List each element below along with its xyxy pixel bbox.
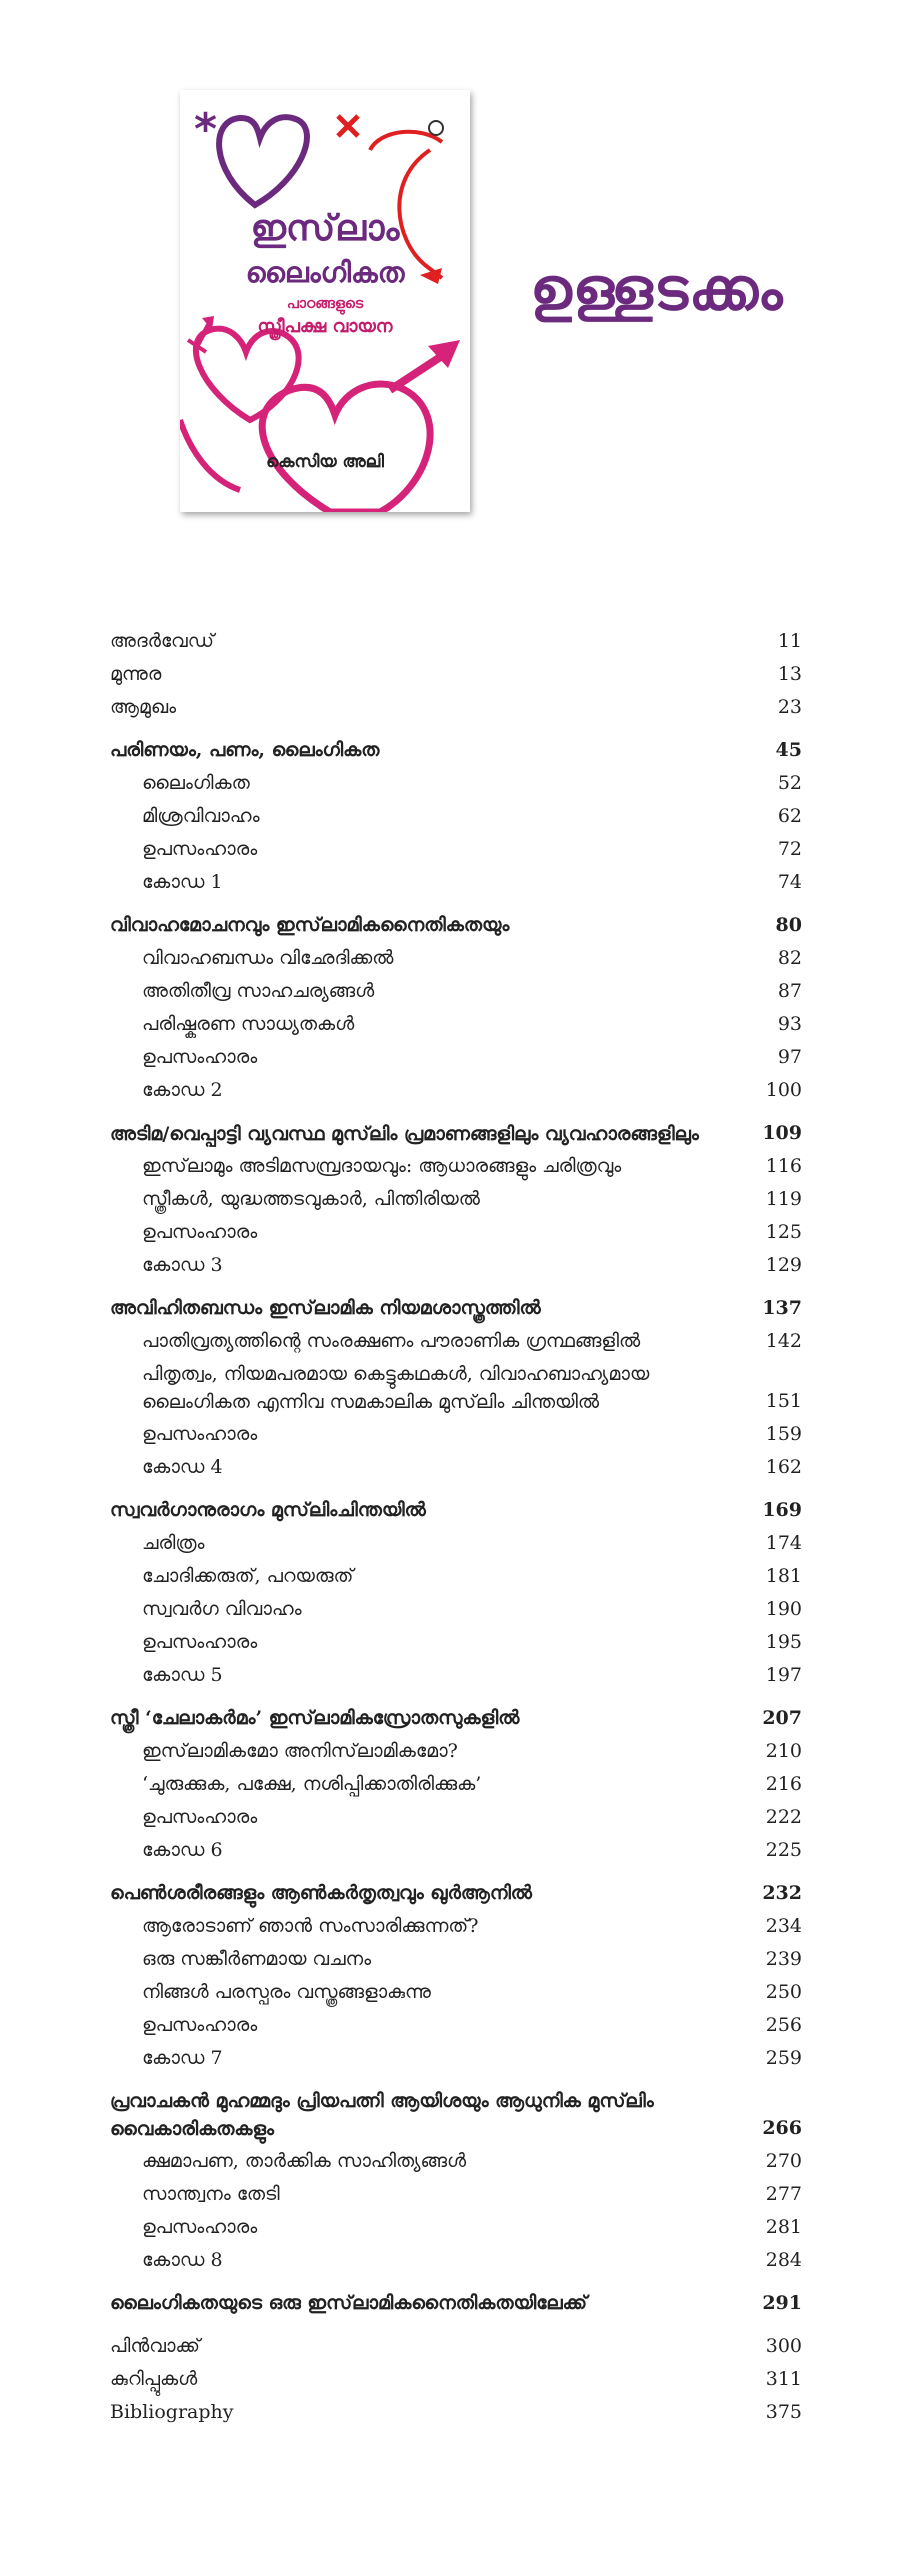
chapter-item[interactable] bbox=[110, 1117, 802, 1150]
svg-text:*: * bbox=[194, 104, 218, 155]
section-item-page-number: 119 bbox=[765, 1188, 802, 1210]
section-item-page-number: 190 bbox=[765, 1598, 802, 1620]
section-item-label: കോഡ 4 bbox=[142, 1456, 223, 1478]
section-item-label: കോഡ 2 bbox=[142, 1079, 223, 1101]
section-item-page-number: 234 bbox=[765, 1915, 802, 1937]
section-item[interactable] bbox=[110, 975, 802, 1008]
section-item[interactable] bbox=[110, 1074, 802, 1107]
section-item[interactable] bbox=[110, 1910, 802, 1943]
section-item-label: ഉപസംഹാരം bbox=[142, 1046, 258, 1068]
section-item-label: ഉപസംഹാരം bbox=[142, 2014, 258, 2036]
chapter-item[interactable] bbox=[110, 1292, 802, 1325]
chapter-item-label: ലൈംഗികതയുടെ ഒരു ഇസ്‌ലാമികനൈതികതയിലേക്ക് bbox=[110, 2292, 588, 2314]
section-item-label: ഇസ്‌ലാമും അടിമസമ്പ്രദായവും: ആധാരങ്ങളും ചരിത്രവും bbox=[142, 1155, 622, 1177]
cover-subtitle-line1: പാഠങ്ങളുടെ bbox=[286, 296, 364, 312]
section-item-page-number: 195 bbox=[765, 1631, 802, 1653]
chapter-item-page-number: 266 bbox=[762, 2117, 802, 2139]
section-item[interactable] bbox=[110, 2145, 802, 2178]
chapter-list bbox=[110, 734, 802, 2330]
section-item[interactable] bbox=[110, 833, 802, 866]
section-item[interactable] bbox=[110, 1216, 802, 1249]
section-item-page-number: 256 bbox=[765, 2014, 802, 2036]
section-item-page-number: 281 bbox=[765, 2216, 802, 2238]
section-item-page-number: 181 bbox=[765, 1565, 802, 1587]
back-item-label: പിൻവാക്ക് bbox=[110, 2335, 200, 2357]
section-item[interactable] bbox=[110, 800, 802, 833]
section-item[interactable] bbox=[110, 1768, 802, 1801]
section-item-page-number: 197 bbox=[765, 1664, 802, 1686]
section-item-page-number: 125 bbox=[765, 1221, 802, 1243]
section-item-label: കോഡ 5 bbox=[142, 1664, 223, 1686]
section-item-label: പിതൃത്വം, നിയമപരമായ കെട്ടുകഥകൾ, വിവാഹബാഹ്യമായ ലൈംഗികത എന്നിവ സമകാലിക മുസ്‌ലിം ചിന്തയിൽ bbox=[142, 1363, 650, 1413]
front-item-page-number: 13 bbox=[777, 663, 802, 685]
chapter-item-label: പ്രവാചകൻ മുഹമ്മദും പ്രിയപത്നി ആയിശയും ആധുനിക മുസ്‌ലിം വൈകാരികതകളും bbox=[110, 2090, 654, 2140]
section-item-page-number: 210 bbox=[765, 1740, 802, 1762]
section-item[interactable] bbox=[110, 1735, 802, 1768]
chapter-item[interactable] bbox=[110, 1494, 802, 1527]
front-item-label: മുന്നുര bbox=[110, 663, 162, 685]
cover-subtitle-line2: സ്ത്രീപക്ഷ വായന bbox=[257, 316, 393, 337]
front-item-label: അദർവേഡ് bbox=[110, 630, 214, 652]
back-item-label: കുറിപ്പുകൾ bbox=[110, 2368, 198, 2390]
section-item-label: ലൈംഗികത bbox=[142, 772, 250, 794]
section-item-label: സാന്ത്വനം തേടി bbox=[142, 2183, 280, 2205]
section-item-label: പാതിവ്രത്യത്തിന്റെ സംരക്ഷണം പൗരാണിക ഗ്രന്ഥങ്ങളിൽ bbox=[142, 1330, 641, 1352]
chapter-item-label: അടിമ/വെപ്പാട്ടി വ്യവസ്ഥ മുസ്‌ലിം പ്രമാണങ്ങളിലും വ്യവഹാരങ്ങളിലും bbox=[110, 1123, 699, 1145]
section-item-page-number: 97 bbox=[777, 1046, 802, 1068]
chapter-item[interactable] bbox=[110, 2085, 802, 2145]
chapter-item-page-number: 291 bbox=[762, 2292, 802, 2314]
section-item-page-number: 174 bbox=[765, 1532, 802, 1554]
section-item[interactable] bbox=[110, 1560, 802, 1593]
chapter-item-page-number: 207 bbox=[762, 1707, 802, 1729]
section-item-label: ആരോടാണ് ഞാൻ സംസാരിക്കുന്നത്? bbox=[142, 1915, 479, 1937]
section-item[interactable] bbox=[110, 1527, 802, 1560]
section-item-page-number: 142 bbox=[765, 1330, 802, 1352]
section-item[interactable] bbox=[110, 1976, 802, 2009]
section-item-label: വിവാഹബന്ധം വിഛേദിക്കൽ bbox=[142, 947, 394, 969]
section-item-label: ക്ഷമാപണ, താർക്കിക സാഹിത്യങ്ങൾ bbox=[142, 2150, 467, 2172]
section-item-page-number: 151 bbox=[765, 1390, 802, 1412]
section-item-page-number: 52 bbox=[777, 772, 802, 794]
front-item-page-number: 11 bbox=[777, 630, 802, 652]
chapter-item-page-number: 137 bbox=[762, 1297, 802, 1319]
back-item-label: Bibliography bbox=[110, 2401, 234, 2423]
section-item[interactable] bbox=[110, 1593, 802, 1626]
section-item[interactable] bbox=[110, 1008, 802, 1041]
section-item[interactable] bbox=[110, 866, 802, 899]
section-item-label: സ്വവർഗ വിവാഹം bbox=[142, 1598, 302, 1620]
section-item-label: ‘ചുരുക്കുക, പക്ഷേ, നശിപ്പിക്കാതിരിക്കുക’ bbox=[142, 1773, 482, 1795]
section-item-page-number: 82 bbox=[777, 947, 802, 969]
section-item-page-number: 74 bbox=[777, 871, 802, 893]
section-item-label: ഉപസംഹാരം bbox=[142, 838, 258, 860]
section-item-label: ഇസ്‌ലാമികമോ അനിസ്‌ലാമികമോ? bbox=[142, 1740, 458, 1762]
back-item[interactable] bbox=[110, 2330, 802, 2363]
front-item-label: ആമുഖം bbox=[110, 696, 177, 718]
section-item-label: ഉപസംഹാരം bbox=[142, 1221, 258, 1243]
chapter-item[interactable] bbox=[110, 909, 802, 942]
cover-title-line1: ഇസ്‌ലാം bbox=[250, 208, 400, 249]
cover-title-line2: ലൈംഗികത bbox=[245, 256, 405, 289]
section-item-page-number: 284 bbox=[765, 2249, 802, 2271]
section-item-page-number: 129 bbox=[765, 1254, 802, 1276]
section-item-page-number: 216 bbox=[765, 1773, 802, 1795]
chapter-item-label: സ്ത്രീ ‘ചേലാകർമം’ ഇസ്‌ലാമികസ്രോതസുകളിൽ bbox=[110, 1707, 520, 1729]
section-item[interactable] bbox=[110, 1626, 802, 1659]
chapter-item-label: സ്വവർഗാനുരാഗം മുസ്‌ലിംചിന്തയിൽ bbox=[110, 1499, 426, 1521]
front-item[interactable] bbox=[110, 691, 802, 724]
section-item-page-number: 250 bbox=[765, 1981, 802, 2003]
back-item-page-number: 311 bbox=[765, 2368, 802, 2390]
section-item[interactable] bbox=[110, 1041, 802, 1074]
section-item-label: ഉപസംഹാരം bbox=[142, 2216, 258, 2238]
section-item-label: ഉപസംഹാരം bbox=[142, 1423, 258, 1445]
back-item[interactable] bbox=[110, 2396, 802, 2429]
section-item-page-number: 277 bbox=[765, 2183, 802, 2205]
section-item[interactable] bbox=[110, 1418, 802, 1451]
back-matter bbox=[110, 2330, 802, 2429]
section-item[interactable] bbox=[110, 2178, 802, 2211]
section-item-page-number: 72 bbox=[777, 838, 802, 860]
section-item-label: നിങ്ങൾ പരസ്പരം വസ്ത്രങ്ങളാകുന്നു bbox=[142, 1981, 431, 2003]
chapter-item-page-number: 109 bbox=[762, 1122, 802, 1144]
section-item-label: കോഡ 8 bbox=[142, 2249, 223, 2271]
front-matter bbox=[110, 625, 802, 734]
contents-heading: ഉള്ളടക്കം bbox=[530, 255, 784, 323]
chapter-item-label: പരിണയം, പണം, ലൈംഗികത bbox=[110, 739, 380, 761]
section-item-page-number: 259 bbox=[765, 2047, 802, 2069]
section-item[interactable] bbox=[110, 2244, 802, 2277]
chapter-item-label: പെൺശരീരങ്ങളും ആൺകർതൃത്വവും ഖുർആനിൽ bbox=[110, 1882, 532, 1904]
section-item[interactable] bbox=[110, 1943, 802, 1976]
section-item-label: മിശ്രവിവാഹം bbox=[142, 805, 260, 827]
section-item-label: ഉപസംഹാരം bbox=[142, 1631, 258, 1653]
section-item-label: ചരിത്രം bbox=[142, 1532, 205, 1554]
section-item[interactable] bbox=[110, 1150, 802, 1183]
cover-author: കെസിയ അലി bbox=[266, 452, 384, 472]
section-item-label: ഉപസംഹാരം bbox=[142, 1806, 258, 1828]
section-item-page-number: 87 bbox=[777, 980, 802, 1002]
section-item-page-number: 159 bbox=[765, 1423, 802, 1445]
chapter-item-label: അവിഹിതബന്ധം ഇസ്‌ലാമിക നിയമശാസ്ത്രത്തിൽ bbox=[110, 1297, 541, 1319]
chapter-item-page-number: 232 bbox=[762, 1882, 802, 1904]
section-item[interactable] bbox=[110, 2211, 802, 2244]
front-item[interactable] bbox=[110, 658, 802, 691]
section-item-page-number: 100 bbox=[765, 1079, 802, 1101]
section-item-label: കോഡ 6 bbox=[142, 1839, 223, 1861]
section-item[interactable] bbox=[110, 1659, 802, 1692]
section-item[interactable] bbox=[110, 1801, 802, 1834]
section-item-page-number: 116 bbox=[765, 1155, 802, 1177]
front-item-page-number: 23 bbox=[777, 696, 802, 718]
section-item[interactable] bbox=[110, 942, 802, 975]
section-item-page-number: 93 bbox=[777, 1013, 802, 1035]
chapter-item[interactable] bbox=[110, 1877, 802, 1910]
section-item-label: കോഡ 1 bbox=[142, 871, 223, 893]
back-item-page-number: 300 bbox=[765, 2335, 802, 2357]
section-item-page-number: 222 bbox=[765, 1806, 802, 1828]
section-item-label: പരിഷ്കരണ സാധ്യതകൾ bbox=[142, 1013, 355, 1035]
section-item-label: ചോദിക്കരുത്, പറയരുത് bbox=[142, 1565, 354, 1587]
section-item[interactable] bbox=[110, 2009, 802, 2042]
chapter-item-page-number: 169 bbox=[762, 1499, 802, 1521]
chapter-item[interactable] bbox=[110, 1702, 802, 1735]
section-item-label: കോഡ 7 bbox=[142, 2047, 223, 2069]
back-item-page-number: 375 bbox=[765, 2401, 802, 2423]
back-item[interactable] bbox=[110, 2363, 802, 2396]
chapter-item-page-number: 45 bbox=[775, 739, 802, 761]
table-of-contents bbox=[110, 625, 802, 2429]
section-item[interactable] bbox=[110, 1358, 802, 1418]
section-item-page-number: 162 bbox=[765, 1456, 802, 1478]
section-item[interactable] bbox=[110, 1325, 802, 1358]
section-item-label: ഒരു സങ്കീർണമായ വചനം bbox=[142, 1948, 372, 1970]
chapter-item-label: വിവാഹമോചനവും ഇസ്‌ലാമികനൈതികതയും bbox=[110, 914, 510, 936]
section-item[interactable] bbox=[110, 1249, 802, 1282]
section-item-label: സ്ത്രീകൾ, യുദ്ധത്തടവുകാർ, പിന്തിരിയൽ bbox=[142, 1188, 480, 1210]
section-item-page-number: 270 bbox=[765, 2150, 802, 2172]
section-item-label: അതിതീവ്ര സാഹചര്യങ്ങൾ bbox=[142, 980, 375, 1002]
book-cover bbox=[180, 90, 470, 512]
chapter-item-page-number: 80 bbox=[775, 914, 802, 936]
front-item[interactable] bbox=[110, 625, 802, 658]
section-item[interactable] bbox=[110, 2042, 802, 2075]
section-item[interactable] bbox=[110, 1451, 802, 1484]
section-item-label: കോഡ 3 bbox=[142, 1254, 223, 1276]
chapter-item[interactable] bbox=[110, 2287, 802, 2320]
section-item[interactable] bbox=[110, 767, 802, 800]
section-item-page-number: 225 bbox=[765, 1839, 802, 1861]
section-item[interactable] bbox=[110, 1834, 802, 1867]
section-item[interactable] bbox=[110, 1183, 802, 1216]
chapter-item[interactable] bbox=[110, 734, 802, 767]
section-item-page-number: 62 bbox=[777, 805, 802, 827]
section-item-page-number: 239 bbox=[765, 1948, 802, 1970]
